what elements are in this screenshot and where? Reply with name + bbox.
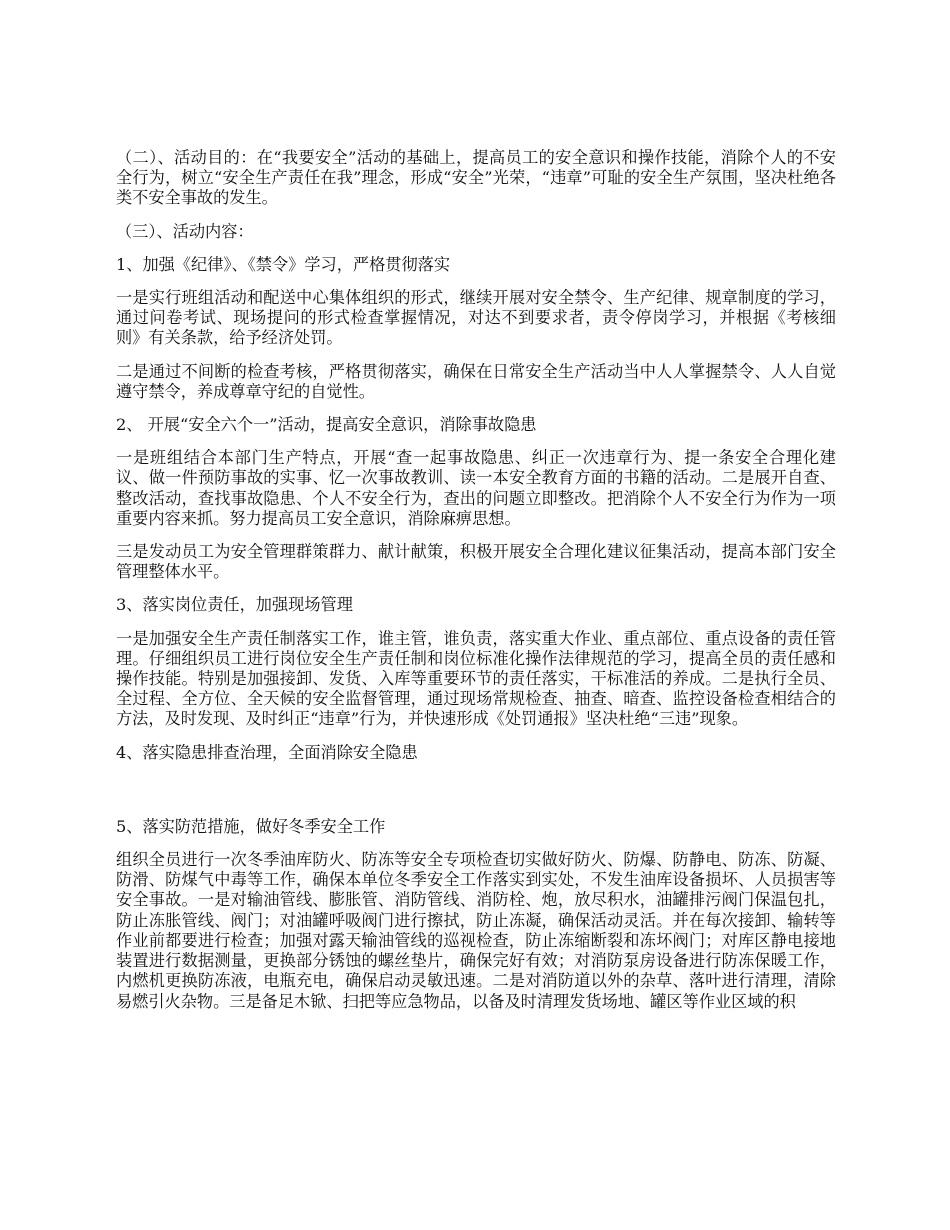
heading-section-5: 5、落实防范措施，做好冬季安全工作 [116,816,386,836]
heading-section-3: 3、落实岗位责任，加强现场管理 [116,595,353,615]
paragraph-activity-purpose: （二）、活动目的：在“我要安全”活动的基础上，提高员工的安全意识和操作技能，消除个人的不安全行为，树立“安全生产责任在我”理念，形成“安全”光荣，“违章”可耻的安全生产氛围，坚决杜绝各类不安全事故的发生。 [116,148,836,208]
document-body [116,148,836,1025]
paragraph-section-5-body: 组织全员进行一次冬季油库防火、防冻等安全专项检查切实做好防火、防爆、防静电、防冻、防凝、防滑、防煤气中毒等工作，确保本单位冬季安全工作落实到实处，不发生油库设备损坏、人员损害等安全事故。一是对输油管线、膨胀管、消防管线、消防栓、炮，放尽积水，油罐排污阀门保温包扎，防止冻胀管线、阀门；对油罐呼吸阀门进行擦拭，防止冻凝，确保活动灵活。并在每次接卸、输转等作业前都要进行检查；加强对露天输油管线的巡视检查，防止冻缩断裂和冻坏阀门；对库区静电接地装置进行数据测量，更换部分锈蚀的螺丝垫片，确保完好有效；对消防泵房设备进行防冻保暖工作，内燃机更换防冻液，电瓶充电，确保启动灵敏迅速。二是对消防道以外的杂草、落叶进行清理，清除易燃引火杂物。三是备足木锨、扫把等应急物品，以备及时清理发货场地、罐区等作业区域的积 [116,850,836,1011]
heading-section-1: 1、加强《纪律》、《禁令》学习，严格贯彻落实 [116,254,451,274]
heading-section-4: 4、落实隐患排查治理，全面消除安全隐患 [116,742,418,762]
heading-section-2: 2、 开展“安全六个一”活动，提高安全意识，消除事故隐患 [116,415,537,435]
paragraph-section-1-item-2: 二是通过不间断的检查考核，严格贯彻落实，确保在日常安全生产活动当中人人掌握禁令、人人自觉遵守禁令，养成尊章守纪的自觉性。 [116,361,836,401]
paragraph-section-1-item-1: 一是实行班组活动和配送中心集体组织的形式，继续开展对安全禁令、生产纪律、规章制度的学习，通过问卷考试、现场提问的形式检查掌握情况，对达不到要求者，责令停岗学习，并根据《考核细则》有关条款，给予经济处罚。 [116,288,836,348]
heading-activity-content: （三）、活动内容： [116,221,254,241]
blank-space [116,776,836,817]
paragraph-section-2-item-3: 三是发动员工为安全管理群策群力、献计献策，积极开展安全合理化建议征集活动，提高本部门安全管理整体水平。 [116,542,836,582]
paragraph-section-2-item-1: 一是班组结合本部门生产特点，开展“查一起事故隐患、纠正一次违章行为、提一条安全合理化建议、做一件预防事故的实事、忆一次事故教训、读一本安全教育方面的书籍的活动。二是展开自查、整改活动，查找事故隐患、个人不安全行为，查出的问题立即整改。把消除个人不安全行为作为一项重要内容来抓。努力提高员工安全意识，消除麻痹思想。 [116,448,836,528]
paragraph-section-3-body: 一是加强安全生产责任制落实工作，谁主管，谁负责，落实重大作业、重点部位、重点设备的责任管理。仔细组织员工进行岗位安全生产责任制和岗位标准化操作法律规范的学习，提高全员的责任感和操作技能。特别是加强接卸、发货、入库等重要环节的责任落实，干标准活的养成。二是执行全员、全过程、全方位、全天候的安全监督管理，通过现场常规检查、抽查、暗查、监控设备检查相结合的方法，及时发现、及时纠正“违章”行为，并快速形成《处罚通报》坚决杜绝“三违”现象。 [116,628,836,729]
